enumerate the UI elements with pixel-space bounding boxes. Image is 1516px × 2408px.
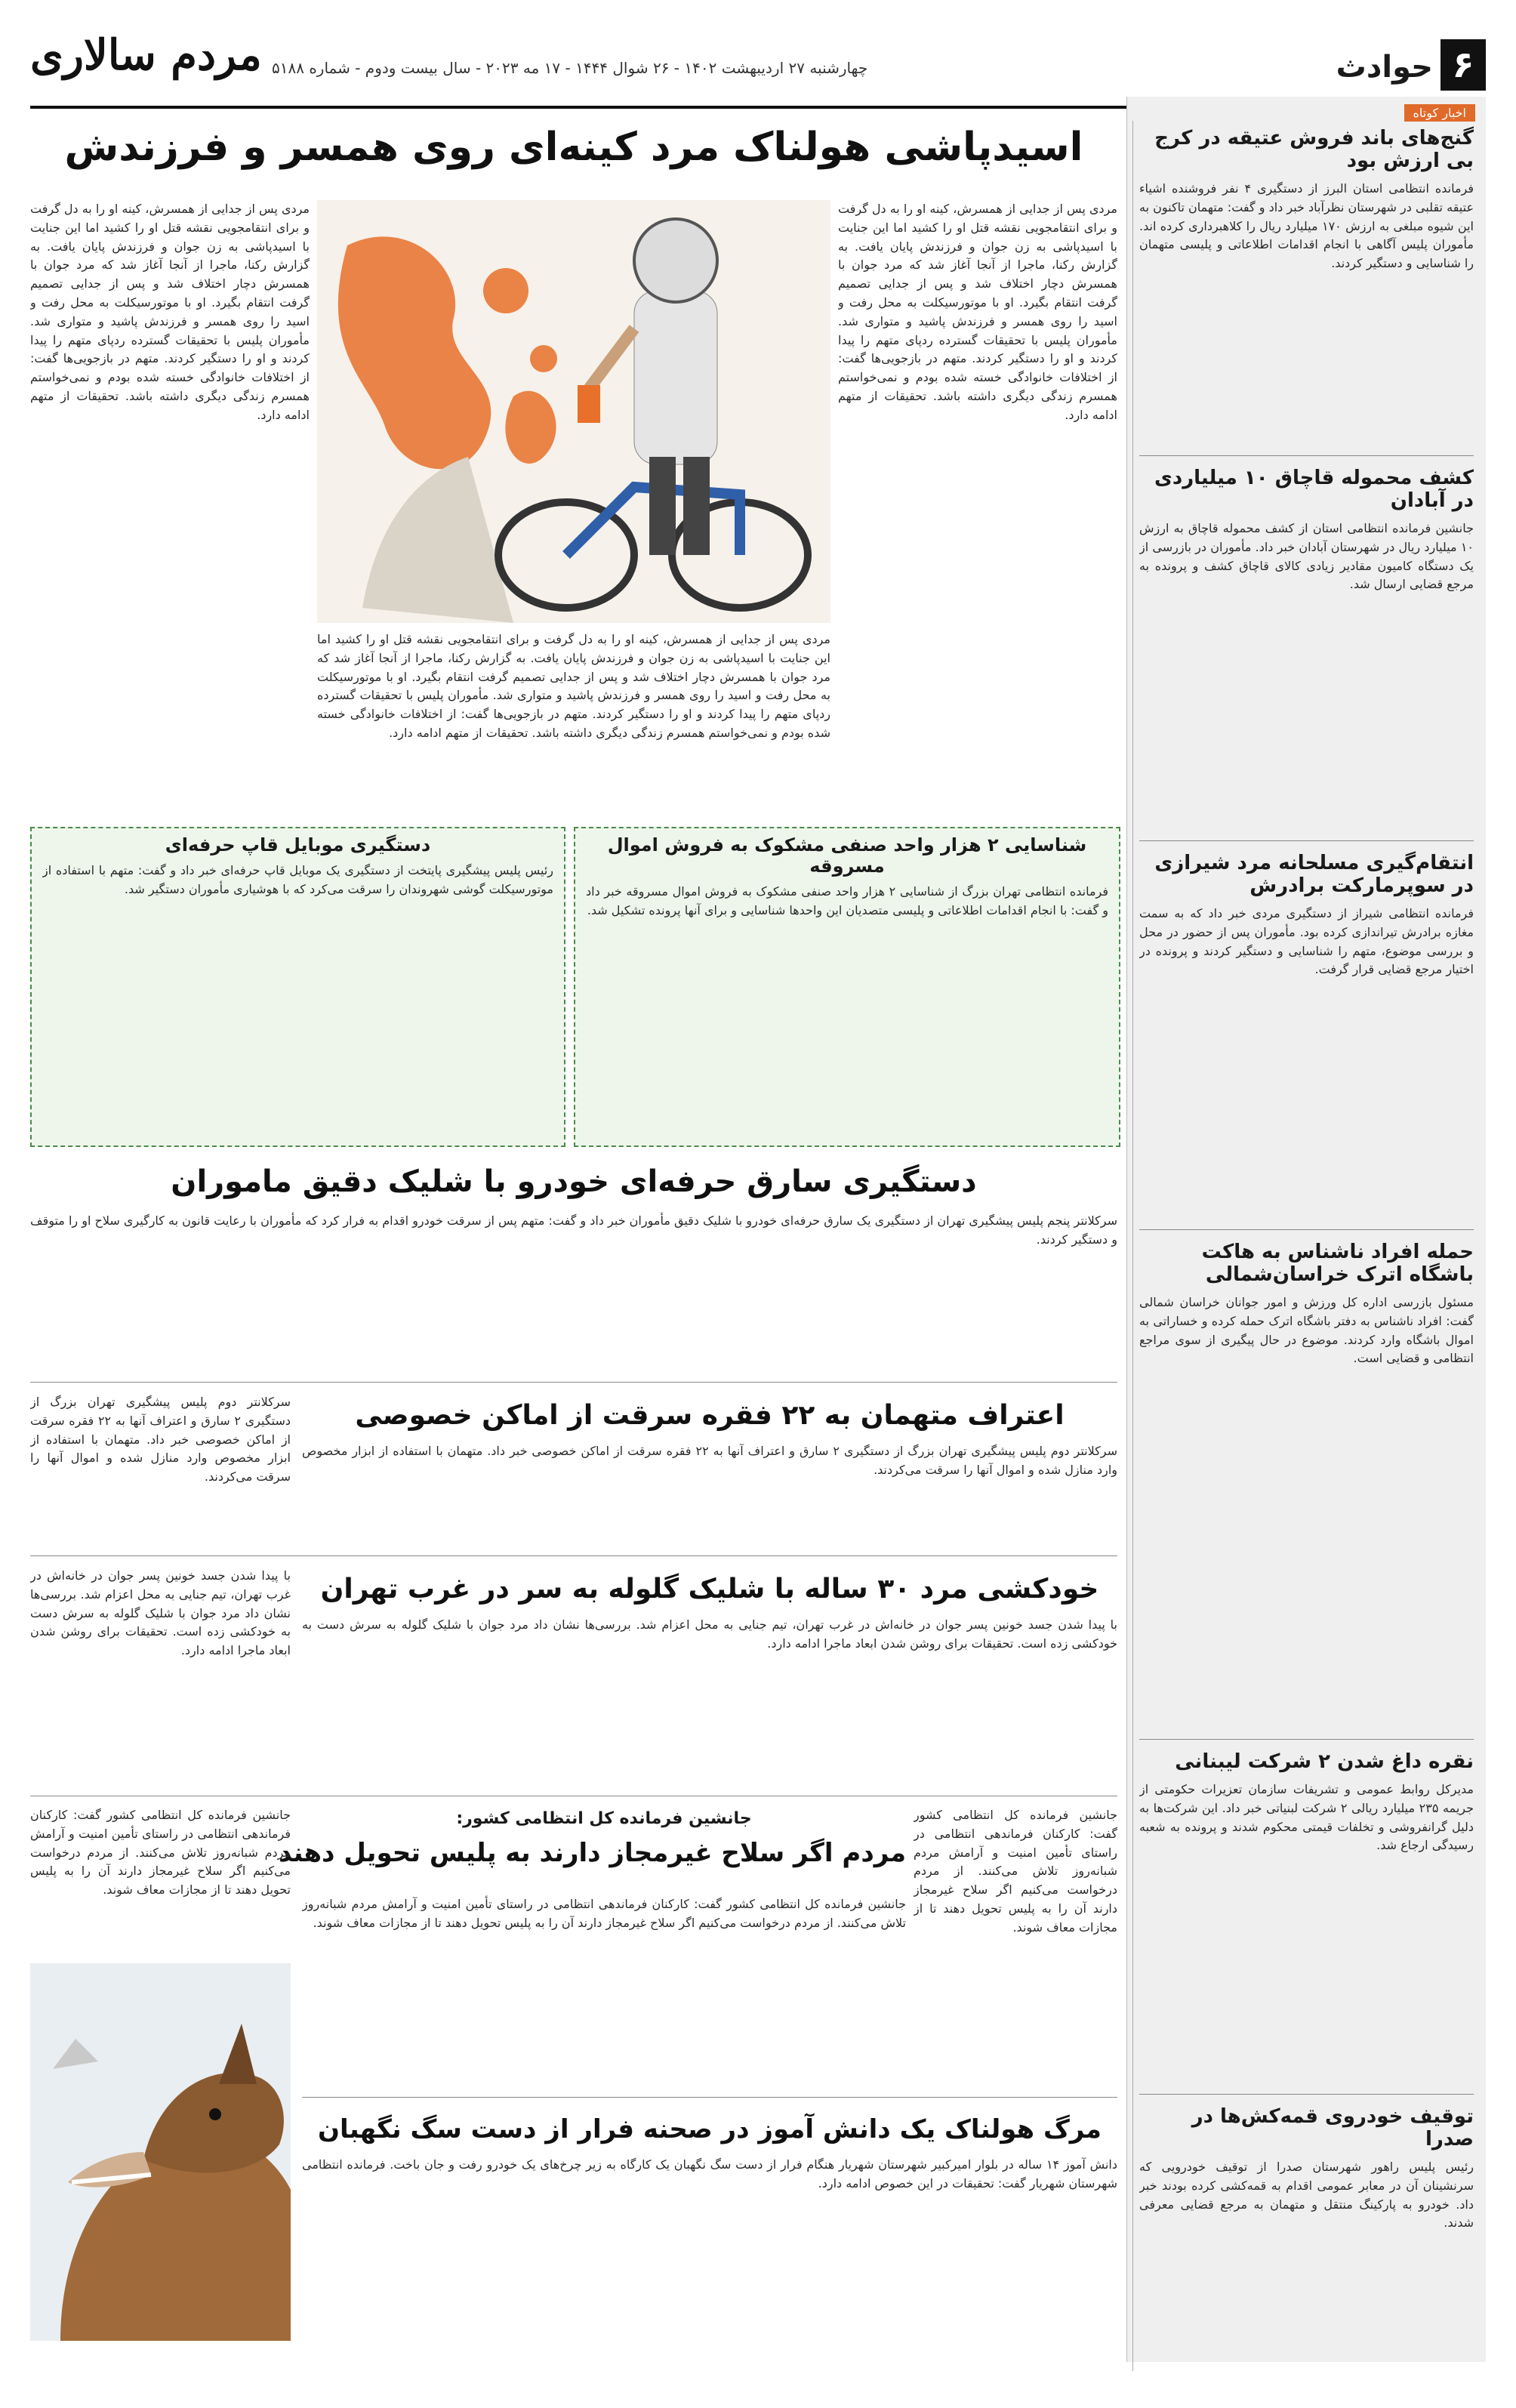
brief-body: مدیرکل روابط عمومی و تشریفات سازمان تعزیرات حکومتی از جریمه ۲۳۵ میلیارد ریالی ۲ شرکت لبنیاتی خبر داد. این شرکت‌ها به دلیل گرانفروشی و تخلفات قیمتی محکوم شدند و پرونده به شعبه رسیدگی ارجاع شد. [1139,1782,1474,1853]
divider [30,1555,1117,1556]
article-body: جانشین فرمانده کل انتظامی کشور گفت: کارکنان فرماندهی انتظامی در راستای تأمین امنیت و آرامش مردم شبانه‌روز تلاش می‌کنند. از مردم درخواست می‌کنیم اگر سلاح غیرمجاز دارند آن را به پلیس تحویل دهند تا از مجازات معاف شوند. [914,1808,1117,1935]
box-title: شناسایی ۲ هزار واحد صنفی مشکوک به فروش اموال مسروقه [607,834,1087,877]
brief-body: جانشین فرمانده انتظامی استان از کشف محموله قاچاق به ارزش ۱۰ میلیارد ریال در شهرستان آبادان خبر داد. مأموران در بازرسی از یک دستگاه کامیون مقادیر زیادی کالای قاچاق کشف و پرونده به مرجع قضایی ارسال شد. [1139,521,1474,592]
lead-column [30,200,310,812]
article-body: دانش آموز ۱۴ ساله در بلوار امیرکبیر شهرستان شهریار هنگام فرار از دست سگ نگهبان یک کارگاه به زیر چرخ‌های یک خودرو رفت و جان باخت. فرمانده انتظامی شهرستان شهریار گفت: تحقیقات در این خصوص ادامه دارد. [302,2157,1117,2191]
brief-item [1139,1750,1474,2083]
lead-photo-illustration [317,200,830,623]
article-2-body [302,1442,1117,1548]
divider [1139,840,1474,841]
lead-body-continued: مردی پس از جدایی از همسرش، کینه او را به دل گرفت و برای انتقامجویی نقشه قتل او را کشید اما این جنایت با اسیدپاشی به زن جوان و فرزندش پایان یافت. به گزارش رکنا، ماجرا از آنجا آغاز شد که مرد جوان با همسرش دچار اختلاف شد و پس از جدایی تصمیم گرفت انتقام بگیرد. او با موتورسیکلت به محل رفت و اسید را روی همسر و فرزندش پاشید و متواری شد. مأموران پلیس با تحقیقات گسترده ردپای متهم را پیدا کردند و او را دستگیر کردند. متهم در بازجویی‌ها گفت: از اختلافات خانوادگی خسته شده بودم و نمی‌خواستم همسرم زندگی دیگری داشته باشد. تحقیقات از متهم ادامه دارد. [317,632,830,740]
newspaper-logo: مردم سالاری [30,30,262,80]
article-body-continued: با پیدا شدن جسد خونین پسر جوان در خانه‌اش در غرب تهران، تیم جنایی به محل اعزام شد. بررسی‌ها نشان داد مرد جوان با شلیک گلوله به سرش دست به خودکشی زده است. تحقیقات برای روشن شدن ابعاد ماجرا ادامه دارد. [30,1568,291,1658]
lead-column [317,631,830,812]
brief-body: فرمانده انتظامی شیراز از دستگیری مردی خبر داد که به سمت مغازه برادرش تیراندازی کرده بود. مأموران پس از حضور در محل و بررسی موضوع، متهم را شناسایی و دستگیر کردند و پرونده در اختیار مرجع قضایی قرار گرفت. [1139,906,1474,977]
brief-body: فرمانده انتظامی استان البرز از دستگیری ۴ نفر فروشنده اشیاء عتیقه تقلبی در شهرستان نظرآباد خبر داد و گفت: متهمان تاکنون به این شیوه مبلغی به ارزش ۱۷۰ میلیارد ریال را کلاهبرداری کرده اند. مأموران پلیس آگاهی با انجام اقدامات اطلاعاتی و پلیسی متهمان را شناسایی و دستگیر کردند. [1139,181,1474,271]
brief-item [1139,852,1474,1214]
article-4-header [278,1806,906,1889]
article-headline: اعتراف متهمان به ۲۲ فقره سرقت از اماکن خصوصی [355,1400,1065,1431]
divider [1139,1229,1474,1230]
article-2-header [302,1393,1117,1438]
article-body-continued: سرکلانتر دوم پلیس پیشگیری تهران بزرگ از دستگیری ۲ سارق و اعتراف آنها به ۲۲ فقره سرقت از اماکن خصوصی خبر داد. متهمان با استفاده از ابزار مخصوص وارد منازل شده و اموال آنها را سرقت می‌کردند. [30,1395,291,1485]
page-number: ۶ [1441,39,1486,91]
article-headline: مرگ هولناک یک دانش آموز در صحنه فرار از دست سگ نگهبان [318,2114,1102,2144]
article-5-body [302,2156,1117,2360]
news-briefs-tag: اخبار کوتاه [1404,104,1475,122]
box-body: فرمانده انتظامی تهران بزرگ از شناسایی ۲ هزار واحد صنفی مشکوک به فروش اموال مسروقه خبر داد و گفت: با انجام اقدامات اطلاعاتی و پلیسی متصدیان این واحدها شناسایی و برای آنها پرونده تشکیل شد. [586,884,1108,917]
article-headline: مردم اگر سلاح غیرمجاز دارند به پلیس تحویل دهند [278,1838,906,1868]
brief-title: نقره داغ شدن ۲ شرکت لیبنانی [1175,1750,1474,1773]
info-box-1 [574,827,1120,1147]
article-3-body [302,1616,1117,1786]
brief-title: کشف محموله قاچاق ۱۰ میلیاردی در آبادان [1154,467,1474,512]
box-body: رئیس پلیس پیشگیری پایتخت از دستگیری یک موبایل قاپ حرفه‌ای خبر داد و گفت: متهم با استفاده از موتورسیکلت گوشی شهروندان را سرقت می‌کرد که با هوشیاری مأموران دستگیر شد. [42,863,553,896]
masthead [30,23,1486,109]
dog-photo [30,1963,291,2341]
article-headline: خودکشی مرد ۳۰ ساله با شلیک گلوله به سر در غرب تهران [320,1574,1099,1605]
lead-column [838,200,1117,812]
column-separator [1132,121,1133,2371]
lead-body: مردی پس از جدایی از همسرش، کینه او را به دل گرفت و برای انتقامجویی نقشه قتل او را کشید اما این جنایت با اسیدپاشی به زن جوان و فرزندش پایان یافت. به گزارش رکنا، ماجرا از آنجا آغاز شد که مرد جوان با همسرش دچار اختلاف شد و پس از جدایی تصمیم گرفت انتقام بگیرد. او با موتورسیکلت به محل رفت و اسید را روی همسر و فرزندش پاشید و متواری شد. مأموران پلیس با تحقیقات گسترده ردپای متهم را پیدا کردند و او را دستگیر کردند. متهم در بازجویی‌ها گفت: از اختلافات خانوادگی خسته شده بودم و نمی‌خواستم همسرم زندگی دیگری داشته باشد. تحقیقات از متهم ادامه دارد. [838,202,1117,422]
article-4-col [30,1806,291,1957]
article-1-header [30,1159,1117,1204]
lead-headline: اسیدپاشی هولناک مرد کینه‌ای روی همسر و فرزندش [64,125,1083,170]
dog-photo-illustration [30,1963,291,2341]
brief-title: گنج‌های باند فروش عتیقه در کرج بی ارزش بود [1154,127,1474,172]
brief-title: انتقام‌گیری مسلحانه مرد شیرازی در سوپرمارکت برادرش [1154,852,1474,897]
article-headline: دستگیری سارق حرفه‌ای خودرو با شلیک دقیق ماموران [171,1164,977,1199]
article-body: سرکلانتر دوم پلیس پیشگیری تهران بزرگ از دستگیری ۲ سارق و اعتراف آنها به ۲۲ فقره سرقت از اماکن خصوصی خبر داد. متهمان با استفاده از ابزار مخصوص وارد منازل شده و اموال آنها را سرقت می‌کردند. [302,1444,1117,1477]
article-2-sidecol [30,1393,291,1548]
lead-headline-wrap [30,121,1117,174]
brief-title: حمله افراد ناشناس به هاکت باشگاه اترک خراسان‌شمالی [1201,1241,1474,1286]
lead-photo [317,200,830,623]
brief-item [1139,127,1474,444]
dateline: چهارشنبه ۲۷ اردیبهشت ۱۴۰۲ - ۲۶ شوال ۱۴۴۴ - ۱۷ مه ۲۰۲۳ - سال بیست ودوم - شماره ۵۱۸۸ [272,59,868,77]
brief-item [1139,2105,1474,2354]
article-4-col [302,1895,906,2089]
article-kicker: جانشین فرمانده کل انتظامی کشور: [456,1809,752,1828]
article-5-header [302,2107,1117,2152]
brief-body: مسئول بازرسی اداره کل ورزش و امور جوانان خراسان شمالی گفت: افراد ناشناس به دفتر باشگاه اترک حمله کرده و خساراتی به اموال باشگاه وارد کردند. موضوع در حال پیگیری از سوی مراجع انتظامی و قضایی است. [1139,1295,1474,1366]
article-1-body [30,1212,1117,1374]
divider [1139,1739,1474,1740]
brief-item [1139,1241,1474,1724]
brief-body: رئیس پلیس راهور شهرستان صدرا از توقیف خودرویی که سرنشینان آن در معابر عمومی اقدام به قمه‌کشی کرده بودند خبر داد. خودرو به پارکینگ منتقل و متهمان به مرجع قضایی معرفی شدند. [1139,2160,1474,2231]
box-title: دستگیری موبایل قاپ حرفه‌ای [165,834,431,856]
article-body-continued: جانشین فرمانده کل انتظامی کشور گفت: کارکنان فرماندهی انتظامی در راستای تأمین امنیت و آرامش مردم شبانه‌روز تلاش می‌کنند. از مردم درخواست می‌کنیم اگر سلاح غیرمجاز دارند آن را به پلیس تحویل دهند تا از مجازات معاف شوند. [30,1808,291,1898]
divider [302,2097,1117,2098]
news-briefs-sidebar [1126,97,1486,2362]
divider [1139,455,1474,456]
divider [1139,2094,1474,2095]
article-3-header [302,1567,1117,1612]
article-body: با پیدا شدن جسد خونین پسر جوان در خانه‌اش در غرب تهران، تیم جنایی به محل اعزام شد. بررسی‌ها نشان داد مرد جوان با شلیک گلوله به سرش دست به خودکشی زده است. تحقیقات برای روشن شدن ابعاد ماجرا ادامه دارد. [302,1617,1117,1651]
brief-item [1139,467,1474,829]
brief-title: توقیف خودروی قمه‌کش‌ها در صدرا [1191,2105,1474,2151]
article-3-sidecol [30,1567,291,1786]
section-name: حوادث [1336,50,1433,85]
info-box-2 [30,827,565,1147]
divider [30,1382,1117,1383]
article-body: سرکلانتر پنجم پلیس پیشگیری تهران از دستگیری یک سارق حرفه‌ای خودرو با شلیک دقیق مأموران خبر داد و گفت: متهم پس از سرقت خودرو اقدام به فرار کرد که مأموران با رعایت قانون به کارگیری سلاح او را متوقف و دستگیر کردند. [30,1213,1117,1247]
article-body-continued: جانشین فرمانده کل انتظامی کشور گفت: کارکنان فرماندهی انتظامی در راستای تأمین امنیت و آرامش مردم شبانه‌روز تلاش می‌کنند. از مردم درخواست می‌کنیم اگر سلاح غیرمجاز دارند آن را به پلیس تحویل دهند تا از مجازات معاف شوند. [302,1897,906,1930]
article-4-col [914,1806,1117,2089]
lead-body-continued: مردی پس از جدایی از همسرش، کینه او را به دل گرفت و برای انتقامجویی نقشه قتل او را کشید اما این جنایت با اسیدپاشی به زن جوان و فرزندش پایان یافت. به گزارش رکنا، ماجرا از آنجا آغاز شد که مرد جوان با همسرش دچار اختلاف شد و پس از جدایی تصمیم گرفت انتقام بگیرد. او با موتورسیکلت به محل رفت و اسید را روی همسر و فرزندش پاشید و متواری شد. مأموران پلیس با تحقیقات گسترده ردپای متهم را پیدا کردند و او را دستگیر کردند. متهم در بازجویی‌ها گفت: از اختلافات خانوادگی خسته شده بودم و نمی‌خواستم همسرم زندگی دیگری داشته باشد. تحقیقات از متهم ادامه دارد. [30,202,310,422]
